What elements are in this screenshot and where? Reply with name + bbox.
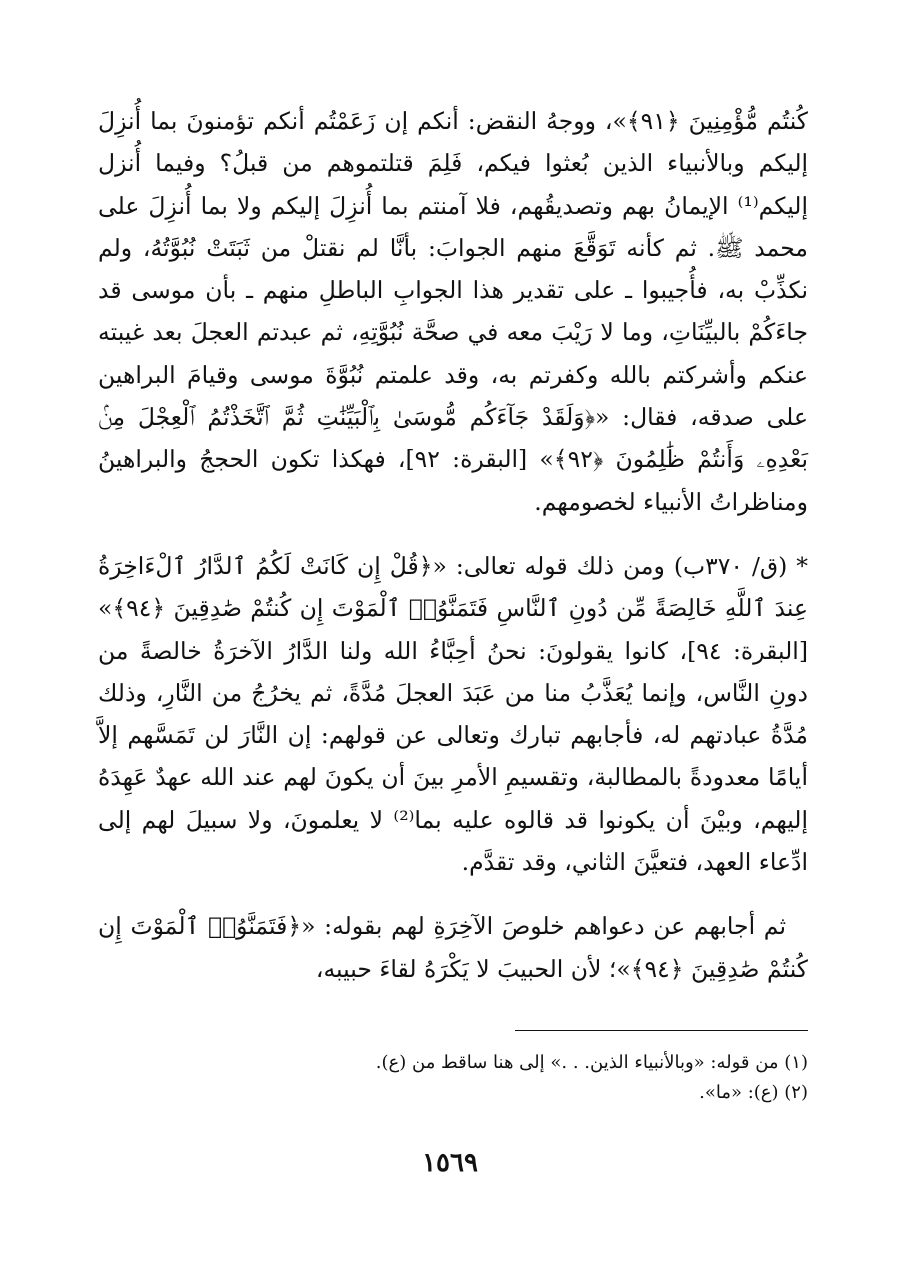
text-line: ٱلْءَاخِرَةُ عِندَ ٱللَّهِ خَالِصَةً مِّن دُونِ ٱلنَّاسِ فَتَمَنَّوُا۟ ٱلْمَوْتَ إِن كُنتُمْ صَٰدِقِينَ ﴿٩٤﴾» xyxy=(98,551,808,623)
text-line: بما أُنزِلَ إليكم وبالأنبياء الذين بُعثوا فيكم، فَلِمَ قتلتموهم من قبلُ؟ xyxy=(98,107,809,178)
text-line: [البقرة: ٩٢]، فهكذا تكون الحججُ والبراهينُ ومناظراتُ الأنبياء لخصومهم. xyxy=(98,445,808,516)
page-number: ١٥٦٩ xyxy=(422,1148,478,1178)
text-line: وفيما أُنزل إليكم⁽¹⁾ الإيمانُ بهم وتصديقُهم، فلا آمنتم بما أُنزِلَ إليكم xyxy=(98,149,808,220)
text-line: لهم عند الله عهدٌ عَهِدَهُ إليهم، وبيْنَ أن يكونوا قد قالوه عليه بما⁽²⁾ لا xyxy=(98,763,808,834)
text-line: وقد علمتم نُبُوَّةَ موسى وقيامَ البراهين على صدقه، فقال: «﴿وَلَقَدْ xyxy=(98,360,808,432)
text-line: ولا بما أُنزِلَ على محمد ﷺ. ثم كأنه تَوَقَّعَ منهم الجوابَ: بأنَّا لم xyxy=(98,191,808,262)
text-line: ٱلْمَوْتَ إِن كُنتُمْ صَٰدِقِينَ ﴿٩٤﴾»؛ لأن الحبيبَ لا يَكْرَهُ لقاءَ حبيبه، xyxy=(98,912,808,983)
footnote-1: (١) من قوله: «وبالأنبياء الذين. . .» إلى هنا ساقط من (ع). xyxy=(375,1052,808,1073)
paragraph-2 xyxy=(98,545,808,883)
text-line: يعلمونَ، ولا سبيلَ لهم إلى ادِّعاء العهد، فتعيَّنَ الثاني، وقد تقدَّم. xyxy=(98,805,808,877)
text-line: * (ق/ ٣٧٠ب) ومن ذلك قوله تعالى: «﴿قُلْ إِن كَانَتْ لَكُمُ ٱلدَّارُ xyxy=(195,551,808,580)
text-line: كُنتُم مُّؤْمِنِينَ ﴿٩١﴾»، ووجهُ النقض: أنكم إن زَعَمْتُم أنكم تؤمنونَ xyxy=(186,107,808,135)
footnote-2: (٢) (ع): «ما». xyxy=(699,1082,808,1103)
footnotes xyxy=(98,1048,808,1108)
text-line: نقتلْ من ثَبَتَتْ نُبُوَّتُهُ، ولم نكذِّبْ به، فأُجيبوا ـ على تقدير هذا الجوابِ xyxy=(98,233,808,305)
paragraph-1 xyxy=(98,100,808,523)
paragraph-3 xyxy=(98,905,808,990)
text-line: النَّارِ، وذلك مُدَّةُ عبادتهم له، فأجابهم تبارك وتعالى عن قولهم: إن xyxy=(98,678,808,750)
text-line: الباطلِ منهم ـ بأن موسى قد جاءَكُمْ بالبيِّنَاتِ، وما لا رَيْبَ معه في xyxy=(98,276,808,347)
text-line: ثم أجابهم عن دعواهم خلوصَ الآخِرَةِ لهم بقوله: «﴿فَتَمَنَّوُا۟ xyxy=(207,912,786,941)
main-text xyxy=(98,100,808,990)
footnote-divider xyxy=(515,1030,808,1031)
text-line: جَآءَكُم مُّوسَىٰ بِٱلْبَيِّنَٰتِ ثُمَّ ٱتَّخَذْتُمُ ٱلْعِجْلَ مِنۢ بَعْدِهِۦ وَأَنتُمْ ظَٰلِمُونَ ﴿٩٢﴾» xyxy=(98,403,808,474)
text-line: [البقرة: ٩٤]، كانوا يقولونَ: نحنُ أحِبَّاءُ الله ولنا الدَّارُ الآخرَةُ خالصةً xyxy=(139,636,808,665)
text-line: من دونِ النَّاس، وإنما يُعَذَّبُ منا من عَبَدَ العجلَ مُدَّةً، ثم يخرُجُ من xyxy=(98,636,808,707)
text-line: النَّارَ لن تَمَسَّهم إلاَّ أيامًا معدودةً بالمطالبة، وتقسيمِ الأمرِ بينَ أن يكونَ xyxy=(98,721,808,792)
text-line: صحَّة نُبُوَّتِهِ، ثم عبدتم العجلَ بعد غيبته عنكم وأشركتم بالله وكفرتم به، xyxy=(98,318,808,389)
